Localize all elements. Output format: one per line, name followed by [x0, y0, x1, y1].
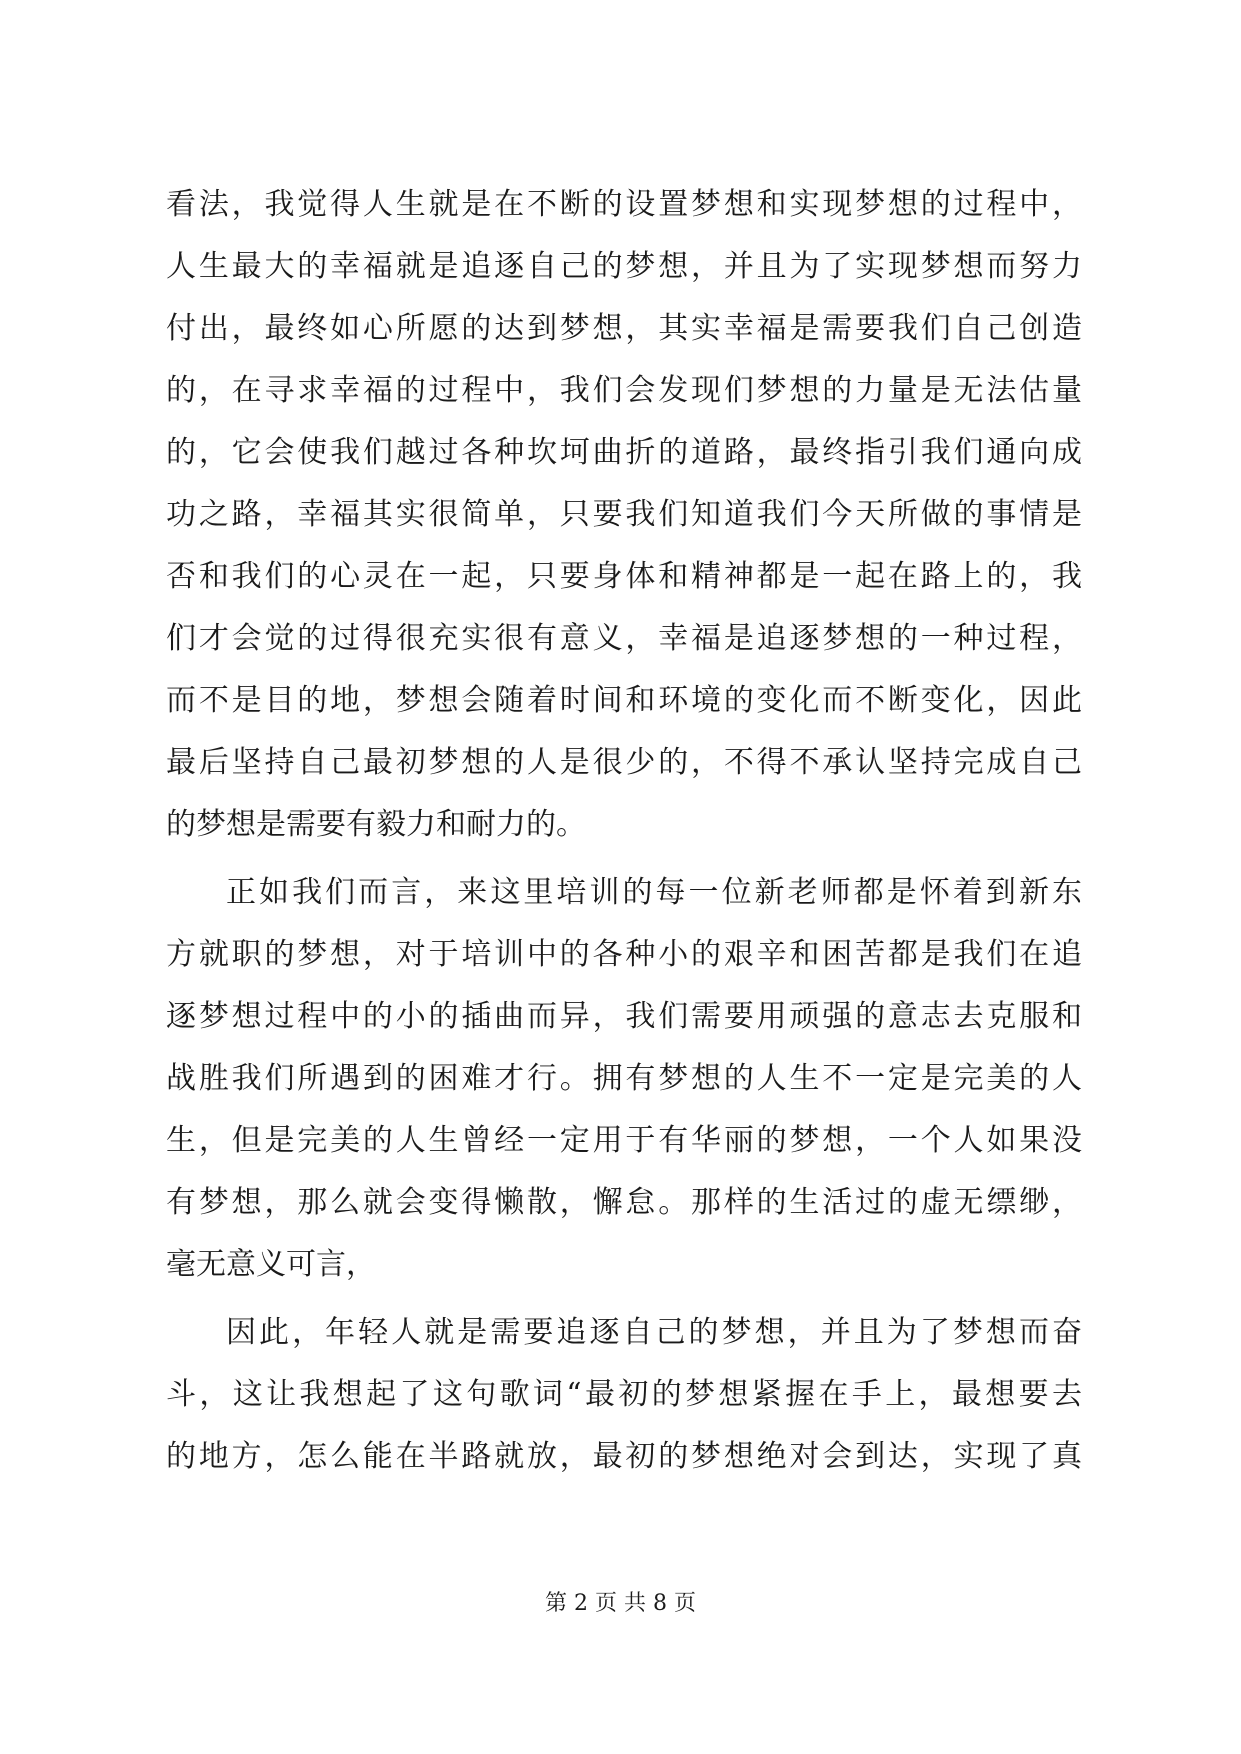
text-line: 们才会觉的过得很充实很有意义，幸福是追逐梦想的一种过程， — [166, 621, 1082, 656]
text-line: 有梦想，那么就会变得懒散，懈怠。那样的生活过的虚无缥缈， — [166, 1185, 1082, 1220]
text-line: 正如我们而言，来这里培训的每一位新老师都是怀着到新东 — [226, 875, 1082, 910]
text-line: 的梦想是需要有毅力和耐力的。 — [166, 807, 586, 842]
text-line: 因此，年轻人就是需要追逐自己的梦想，并且为了梦想而奋 — [226, 1315, 1082, 1350]
text-line: 人生最大的幸福就是追逐自己的梦想，并且为了实现梦想而努力 — [166, 249, 1082, 284]
paragraph-3 — [166, 1302, 1082, 1488]
text-line: 否和我们的心灵在一起，只要身体和精神都是一起在路上的，我 — [166, 559, 1082, 594]
text-line: 毫无意义可言， — [166, 1247, 376, 1282]
text-line: 的地方，怎么能在半路就放，最初的梦想绝对会到达，实现了真 — [166, 1439, 1082, 1474]
text-line: 逐梦想过程中的小的插曲而异，我们需要用顽强的意志去克服和 — [166, 999, 1082, 1034]
text-line: 战胜我们所遇到的困难才行。拥有梦想的人生不一定是完美的人 — [166, 1061, 1082, 1096]
text-line: 而不是目的地，梦想会随着时间和环境的变化而不断变化，因此 — [166, 683, 1082, 718]
text-line: 方就职的梦想，对于培训中的各种小的艰辛和困苦都是我们在追 — [166, 937, 1082, 972]
text-line: 斗，这让我想起了这句歌词“最初的梦想紧握在手上，最想要去 — [166, 1377, 1082, 1412]
text-line: 生，但是完美的人生曾经一定用于有华丽的梦想，一个人如果没 — [166, 1123, 1082, 1158]
text-line: 的，它会使我们越过各种坎坷曲折的道路，最终指引我们通向成 — [166, 435, 1082, 470]
paragraph-2 — [166, 862, 1082, 1296]
text-line: 看法，我觉得人生就是在不断的设置梦想和实现梦想的过程中， — [166, 187, 1082, 222]
text-line: 付出，最终如心所愿的达到梦想，其实幸福是需要我们自己创造 — [166, 311, 1082, 346]
paragraph-1 — [166, 174, 1082, 856]
text-line: 的，在寻求幸福的过程中，我们会发现们梦想的力量是无法估量 — [166, 373, 1082, 408]
document-body — [166, 174, 1082, 1488]
text-line: 功之路，幸福其实很简单，只要我们知道我们今天所做的事情是 — [166, 497, 1082, 532]
text-line: 最后坚持自己最初梦想的人是很少的，不得不承认坚持完成自己 — [166, 745, 1082, 780]
page-indicator: 第 2 页 共 8 页 — [545, 1591, 696, 1616]
